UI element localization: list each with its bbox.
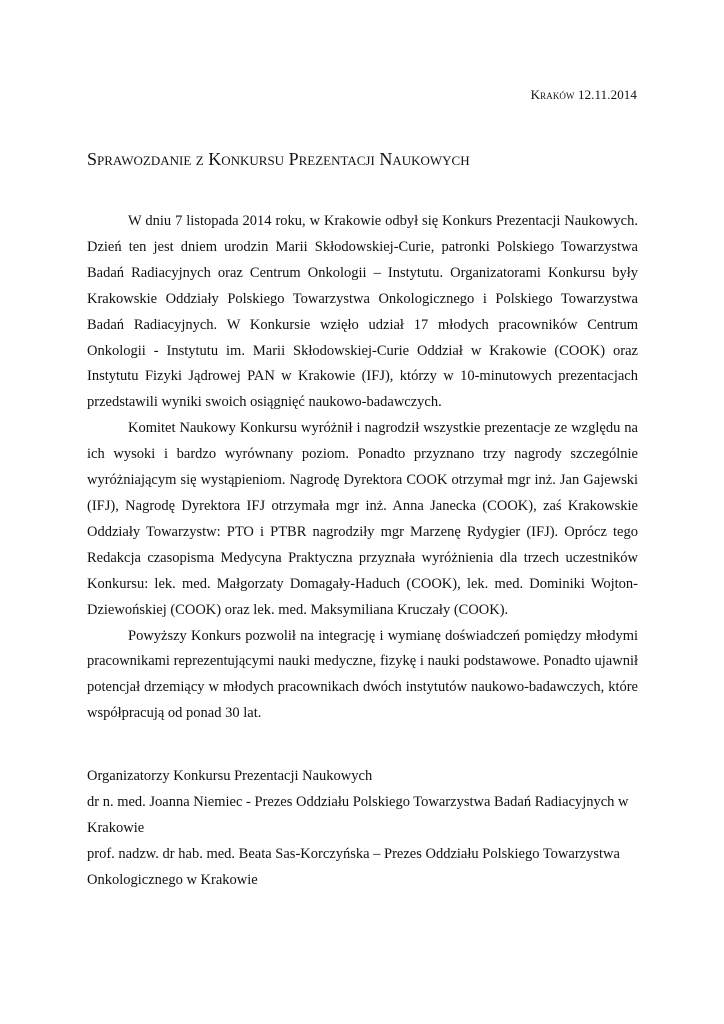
document-title: Sprawozdanie z Konkursu Prezentacji Naukowych [87,149,470,169]
signature-heading: Organizatorzy Konkursu Prezentacji Naukowych [87,768,373,784]
signature-line: prof. nadzw. dr hab. med. Beata Sas-Korczyńska – Prezes Oddziału Polskiego Towarzystwa Onkologicznego w Krakowie [87,845,620,888]
signature-block [87,764,638,894]
signature-line: dr n. med. Joanna Niemiec - Prezes Oddziału Polskiego Towarzystwa Badań Radiacyjnych w Krakowie [87,793,629,836]
paragraph: W dniu 7 listopada 2014 roku, w Krakowie odbył się Konkurs Prezentacji Naukowych. Dzień ten jest dniem urodzin Marii Skłodowskiej-Curie, patronki Polskiego Towarzystwa Badań Radiacyjnych oraz Centrum Onkologii – Instytutu. Organizatorami Konkursu były Krakowskie Oddziały Polskiego Towarzystwa Onkologicznego i Polskiego Towarzystwa Badań Radiacyjnych. W Konkursie wzięło udział 17 młodych pracowników Centrum Onkologii - Instytutu im. Marii Skłodowskiej-Curie Oddział w Krakowie (COOK) oraz Instytutu Fizyki Jądrowej PAN w Krakowie (IFJ), którzy w 10-minutowych prezentacjach przedstawili wyniki swoich osiągnięć naukowo-badawczych. [87,213,638,411]
paragraph: Powyższy Konkurs pozwolił na integrację i wymianę doświadczeń pomiędzy młodymi pracownikami reprezentującymi nauki medyczne, fizykę i nauki podstawowe. Ponadto ujawnił potencjał drzemiący w młodych pracownikach dwóch instytutów naukowo-badawczych, które współpracują od ponad 30 lat. [87,627,638,722]
document-date: Kraków 12.11.2014 [530,87,637,102]
paragraph: Komitet Naukowy Konkursu wyróżnił i nagrodził wszystkie prezentacje ze względu na ich wysoki i bardzo wyrównany poziom. Ponadto przyznano trzy nagrody szczególnie wyróżniającym się wystąpieniom. Nagrodę Dyrektora COOK otrzymał mgr inż. Jan Gajewski (IFJ), Nagrodę Dyrektora IFJ otrzymała mgr inż. Anna Janecka (COOK), zaś Krakowskie Oddziały Towarzystw: PTO i PTBR nagrodziły mgr Marzenę Rydygier (IFJ). Oprócz tego Redakcja czasopisma Medycyna Praktyczna przyznała wyróżnienia dla trzech uczestników Konkursu: lek. med. Małgorzaty Domagały-Haduch (COOK), lek. med. Dominiki Wojton-Dziewońskiej (COOK) oraz lek. med. Maksymiliana Kruczały (COOK). [87,420,638,618]
document-body [87,209,638,727]
